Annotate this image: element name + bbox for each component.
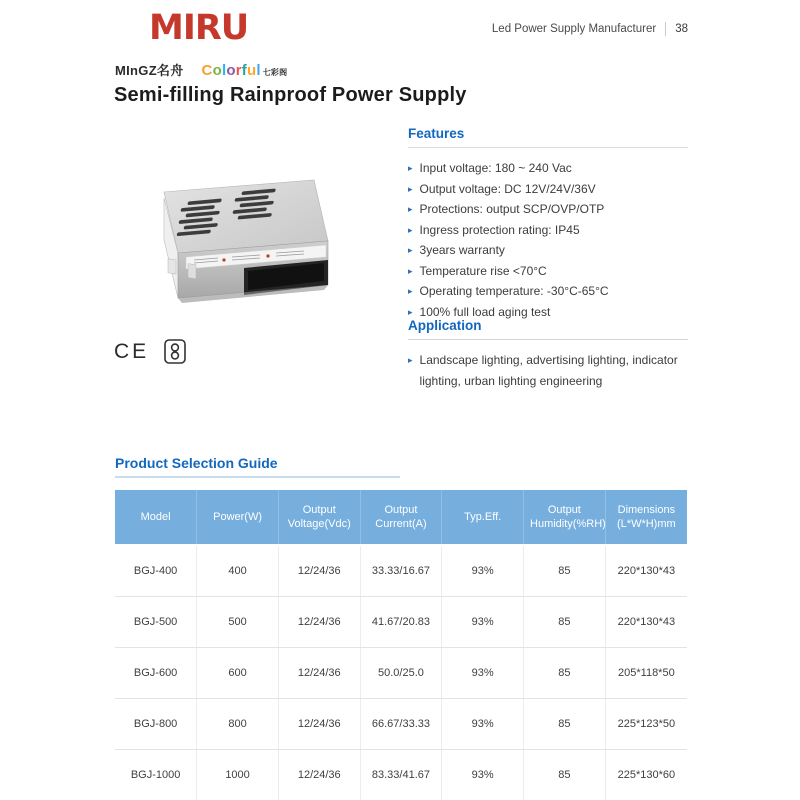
- list-item: [408, 220, 688, 241]
- header-tagline: Led Power Supply Manufacturer: [491, 23, 657, 35]
- table-cell: BGJ-800: [115, 699, 197, 750]
- table-cell: 12/24/36: [278, 699, 360, 750]
- product-photo: [148, 158, 380, 330]
- class-ii-mark-icon: [163, 338, 187, 365]
- column-header: Model: [115, 490, 197, 545]
- table-cell: 93%: [442, 545, 524, 597]
- list-item-text: Input voltage: 180 ~ 240 Vac: [419, 161, 572, 175]
- miru-logo: MIRU: [149, 8, 249, 48]
- table-cell: 85: [524, 648, 606, 699]
- features-heading: Features: [408, 126, 688, 148]
- table-row: [115, 545, 687, 597]
- colorful-letter: l: [256, 62, 261, 79]
- colorful-suffix: 七彩阁: [262, 68, 288, 77]
- table-cell: BGJ-600: [115, 648, 197, 699]
- header-divider: [665, 22, 666, 36]
- bullet-arrow-icon: ▸: [408, 286, 413, 296]
- table-cell: 1000: [197, 750, 279, 800]
- bullet-arrow-icon: ▸: [408, 306, 413, 317]
- table-cell: 12/24/36: [278, 597, 360, 648]
- table-row: [115, 648, 687, 699]
- application-section: [408, 318, 688, 391]
- colorful-letter: l: [221, 62, 227, 79]
- colorful-logo: [202, 62, 288, 79]
- list-item: [408, 199, 688, 220]
- selection-guide-underline: [115, 476, 400, 478]
- table-header: [115, 490, 687, 545]
- colorful-letter: r: [235, 62, 242, 79]
- bullet-arrow-icon: ▸: [408, 204, 413, 214]
- table-cell: 220*130*43: [605, 597, 687, 648]
- table-cell: 93%: [442, 648, 524, 699]
- column-header: Typ.Eff.: [442, 490, 524, 545]
- certifications: [114, 338, 187, 365]
- list-item: [408, 240, 688, 261]
- list-item-text: 3years warranty: [419, 243, 505, 257]
- colorful-letters: [202, 62, 261, 79]
- column-header: Power(W): [197, 490, 279, 545]
- list-item-text: Landscape lighting, advertising lighting, indicator lighting, urban lighting engineering: [419, 353, 678, 388]
- table-cell: 85: [524, 750, 606, 800]
- list-item-text: Ingress protection rating: IP45: [419, 222, 580, 237]
- header-right: [492, 22, 688, 36]
- table-cell: 85: [524, 545, 606, 597]
- page-number: 38: [675, 23, 688, 35]
- page-title: Semi-filling Rainproof Power Supply: [114, 84, 467, 106]
- table-cell: BGJ-500: [115, 597, 197, 648]
- table-cell: BGJ-400: [115, 545, 197, 597]
- column-header: Output Current(A): [360, 490, 442, 545]
- features-section: [408, 126, 688, 322]
- table-cell: 400: [197, 545, 279, 597]
- list-item: [408, 261, 688, 282]
- table-cell: 600: [197, 648, 279, 699]
- table-row: [115, 597, 687, 648]
- table-body: [115, 545, 687, 800]
- table-cell: 220*130*43: [605, 545, 687, 597]
- list-item: [408, 179, 688, 200]
- table-cell: 12/24/36: [278, 545, 360, 597]
- table-cell: 66.67/33.33: [360, 699, 442, 750]
- colorful-letter: u: [246, 62, 257, 79]
- list-item-text: 100% full load aging test: [419, 304, 551, 319]
- column-header: Output Humidity(%RH): [524, 490, 606, 545]
- table-cell: 500: [197, 597, 279, 648]
- table-cell: 85: [524, 597, 606, 648]
- mingz-logo: MInGZ名舟: [115, 63, 184, 78]
- colorful-letter: o: [226, 62, 236, 79]
- bullet-arrow-icon: ▸: [408, 355, 413, 365]
- table-cell: 85: [524, 699, 606, 750]
- table-cell: 93%: [442, 750, 524, 800]
- table-cell: 12/24/36: [278, 750, 360, 800]
- bullet-arrow-icon: ▸: [408, 163, 413, 173]
- table-cell: 93%: [442, 699, 524, 750]
- list-item: [408, 281, 688, 302]
- table-cell: 12/24/36: [278, 648, 360, 699]
- table-cell: 225*123*50: [605, 699, 687, 750]
- column-header: Dimensions (L*W*H)mm: [605, 490, 687, 545]
- table-cell: 205*118*50: [605, 648, 687, 699]
- table-row: [115, 750, 687, 800]
- table-cell: 41.67/20.83: [360, 597, 442, 648]
- column-header: Output Voltage(Vdc): [278, 490, 360, 545]
- ce-mark-icon: CE: [114, 339, 150, 363]
- list-item-text: Output voltage: DC 12V/24V/36V: [419, 181, 596, 196]
- bullet-arrow-icon: ▸: [408, 245, 413, 255]
- colorful-letter: f: [241, 62, 247, 79]
- list-item-text: Protections: output SCP/OVP/OTP: [419, 202, 605, 216]
- list-item-text: Operating temperature: -30°C-65°C: [419, 284, 609, 298]
- bullet-arrow-icon: ▸: [408, 224, 413, 235]
- bullet-arrow-icon: ▸: [408, 265, 413, 276]
- application-list: [408, 350, 688, 391]
- table-cell: 83.33/41.67: [360, 750, 442, 800]
- table-cell: 800: [197, 699, 279, 750]
- features-list: [408, 158, 688, 322]
- table-cell: BGJ-1000: [115, 750, 197, 800]
- list-item: [408, 350, 688, 391]
- table-row: [115, 699, 687, 750]
- table-cell: 93%: [442, 597, 524, 648]
- brand-row: [115, 60, 287, 79]
- table-cell: 33.33/16.67: [360, 545, 442, 597]
- colorful-letter: C: [201, 62, 213, 79]
- application-heading: Application: [408, 318, 688, 340]
- list-item-text: Temperature rise <70°C: [419, 263, 547, 278]
- selection-guide-table: [115, 490, 687, 800]
- table-cell: 225*130*60: [605, 750, 687, 800]
- table-cell: 50.0/25.0: [360, 648, 442, 699]
- colorful-letter: o: [212, 62, 222, 79]
- list-item: [408, 158, 688, 179]
- selection-guide-heading: Product Selection Guide: [115, 455, 278, 471]
- bullet-arrow-icon: ▸: [408, 183, 413, 194]
